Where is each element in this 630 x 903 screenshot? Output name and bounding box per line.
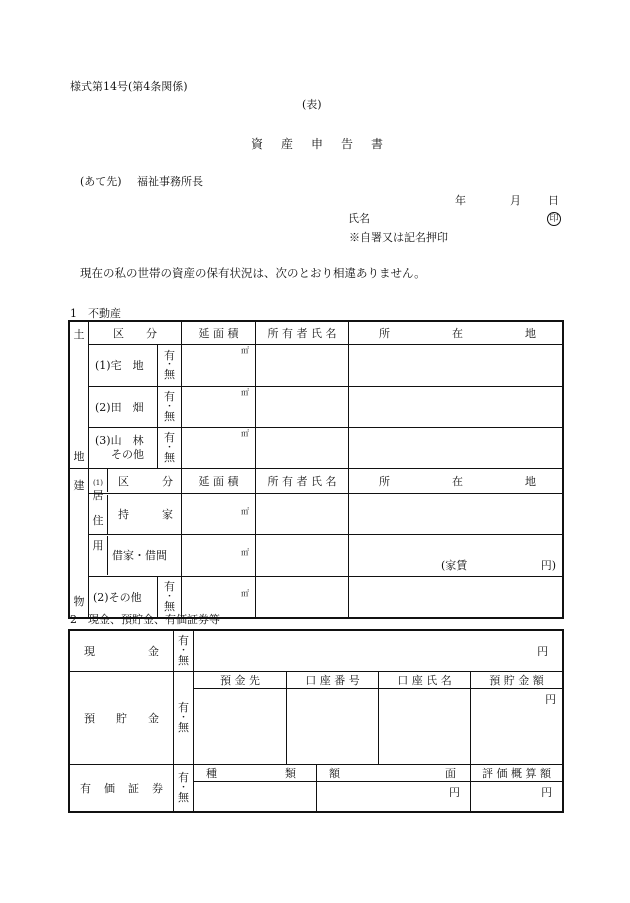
- land-farmland-area[interactable]: ㎡: [182, 386, 256, 427]
- building-row-rented: [70, 535, 563, 576]
- form-number: 様式第14号(第4条関係): [70, 80, 188, 93]
- building-rented-label: 借家・借間: [89, 535, 182, 576]
- form-side: (表): [302, 98, 322, 111]
- rent-unit: 円): [540, 558, 556, 572]
- land-farmland-owner[interactable]: [256, 386, 349, 427]
- document-title: 資 産 申 告 書: [251, 137, 387, 151]
- deposit-account-number-field[interactable]: [287, 689, 379, 765]
- date-month: 月: [510, 194, 521, 207]
- land-residential-owner[interactable]: [256, 345, 349, 386]
- land-header-location: 所 在 地: [349, 322, 563, 345]
- building-other-label: (2)その他: [89, 576, 158, 617]
- date-year: 年: [455, 194, 466, 207]
- name-label: 氏名: [348, 212, 370, 225]
- deposit-header-account-name: 口 座 氏 名: [379, 672, 471, 689]
- land-row-farmland: [70, 386, 563, 427]
- cash-yesno[interactable]: 有 ・ 無: [174, 631, 194, 672]
- name-field[interactable]: [380, 210, 540, 226]
- building-rented-location[interactable]: [349, 535, 563, 576]
- building-owned-owner[interactable]: [256, 493, 349, 534]
- building-header-owner: 所 有 者 氏 名: [256, 469, 349, 494]
- date-day: 日: [548, 194, 559, 207]
- building-owned-label: 持 家: [89, 493, 182, 534]
- deposits-label: 預 貯 金: [70, 672, 174, 765]
- section2-title: 2 現金、預貯金、有価証券等: [70, 613, 220, 626]
- declaration-text: 現在の私の世帯の資産の保有状況は、次のとおり相違ありません。: [80, 266, 426, 280]
- securities-header-type: 種 類: [194, 765, 317, 782]
- deposit-header-bank: 預 金 先: [194, 672, 287, 689]
- land-farmland-yesno[interactable]: 有 ・ 無: [158, 386, 182, 427]
- land-header-area: 延 面 積: [182, 322, 256, 345]
- building-row-owned: [70, 493, 563, 534]
- deposit-header-account-number: 口 座 番 号: [287, 672, 379, 689]
- building-owned-location[interactable]: [349, 493, 563, 534]
- securities-value-field[interactable]: 円: [471, 782, 563, 812]
- land-farmland-location[interactable]: [349, 386, 563, 427]
- building-rented-owner[interactable]: [256, 535, 349, 576]
- land-farmland-label: (2)田 畑: [89, 386, 158, 427]
- building-header-category: 区 分: [89, 469, 182, 494]
- land-forest-area[interactable]: ㎡: [182, 427, 256, 468]
- addressee-label: (あて先): [80, 175, 122, 188]
- building-rented-area[interactable]: ㎡: [182, 535, 256, 576]
- land-forest-label: (3)山 林 その他: [89, 427, 158, 468]
- land-residential-area[interactable]: ㎡: [182, 345, 256, 386]
- residence-label: (1) 居 住 用: [92, 479, 104, 553]
- building-other-yesno[interactable]: 有 ・ 無: [158, 576, 182, 617]
- signature-note: ※自署又は記名押印: [349, 231, 448, 244]
- securities-face-field[interactable]: 円: [317, 782, 471, 812]
- land-header-owner: 所 有 者 氏 名: [256, 322, 349, 345]
- addressee: 福祉事務所長: [137, 175, 203, 188]
- building-other-location[interactable]: [349, 576, 563, 617]
- securities-label: 有 価 証 券: [70, 765, 174, 812]
- deposit-bank-field[interactable]: [194, 689, 287, 765]
- building-header-area: 延 面 積: [182, 469, 256, 494]
- land-residential-label: (1)宅 地: [89, 345, 158, 386]
- land-residential-yesno[interactable]: 有 ・ 無: [158, 345, 182, 386]
- building-other-area[interactable]: ㎡: [182, 576, 256, 617]
- land-side-label: 土 地: [70, 322, 89, 469]
- securities-header-face: 額 面: [317, 765, 471, 782]
- cash-label: 現 金: [70, 631, 174, 672]
- cash-row: [70, 631, 563, 672]
- building-owned-area[interactable]: ㎡: [182, 493, 256, 534]
- rent-label: (家賃: [441, 558, 468, 572]
- deposits-yesno[interactable]: 有 ・ 無: [174, 672, 194, 765]
- deposit-header-amount: 預 貯 金 額: [471, 672, 563, 689]
- land-row-forest: [70, 427, 563, 468]
- building-side-label: 建 物: [70, 469, 89, 618]
- financial-assets-table: [69, 630, 563, 812]
- securities-type-field[interactable]: [194, 782, 317, 812]
- securities-header-value: 評 価 概 算 額: [471, 765, 563, 782]
- building-header-location: 所 在 地: [349, 469, 563, 494]
- securities-yesno[interactable]: 有 ・ 無: [174, 765, 194, 812]
- land-forest-location[interactable]: [349, 427, 563, 468]
- land-row-residential: [70, 345, 563, 386]
- cash-amount[interactable]: 円: [194, 631, 563, 672]
- deposit-amount-field[interactable]: 円: [471, 689, 563, 765]
- land-forest-yesno[interactable]: 有 ・ 無: [158, 427, 182, 468]
- real-estate-table: [69, 321, 563, 618]
- land-residential-location[interactable]: [349, 345, 563, 386]
- building-row-other: [70, 576, 563, 617]
- section1-title: 1 不動産: [70, 307, 121, 320]
- seal-mark: 印: [547, 212, 561, 226]
- building-other-owner[interactable]: [256, 576, 349, 617]
- land-forest-owner[interactable]: [256, 427, 349, 468]
- land-header-category: 区 分: [89, 322, 182, 345]
- deposit-account-name-field[interactable]: [379, 689, 471, 765]
